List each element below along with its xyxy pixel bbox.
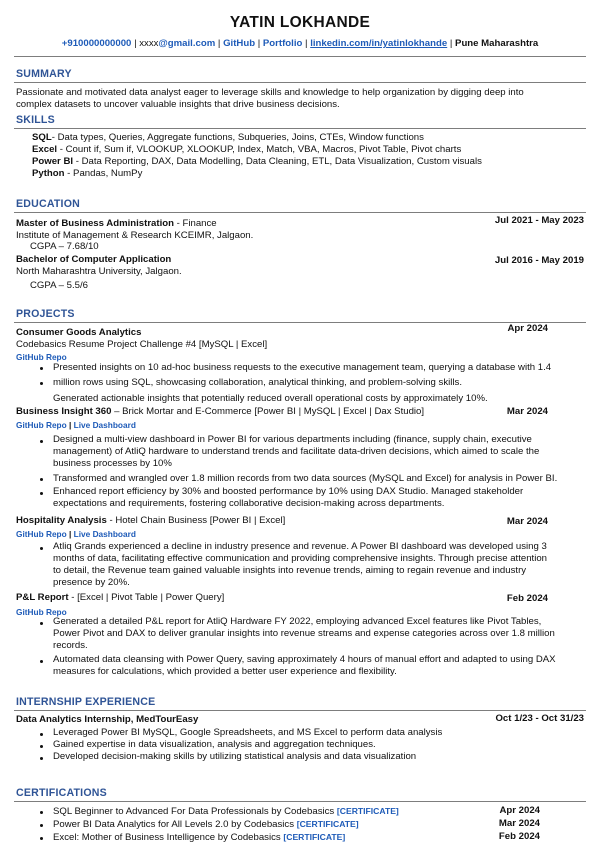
project-name: P&L Report	[16, 592, 69, 603]
project-bullet: Atliq Grands experienced a decline in industry presence and revenue. A Power BI dashboard was developed using 3	[53, 541, 547, 552]
portfolio-link[interactable]: Portfolio	[262, 38, 303, 49]
bullet-icon	[40, 382, 43, 385]
project-links	[16, 529, 136, 539]
project-date: Apr 2024	[507, 323, 548, 334]
separator: |	[257, 38, 261, 49]
bullet-icon	[40, 757, 43, 760]
project-links	[16, 420, 136, 430]
internship-divider	[14, 710, 586, 711]
certification-item	[53, 818, 359, 831]
email-domain: @gmail.com	[158, 38, 216, 49]
summary-heading: SUMMARY	[16, 68, 72, 80]
internship-bullet: Leveraged Power BI MySQL, Google Spreadsheets, and MS Excel to perform data analysis	[53, 727, 443, 738]
summary-divider	[14, 82, 586, 83]
skills-heading: SKILLS	[16, 114, 55, 126]
skill-text: - Count if, Sum if, VLOOKUP, XLOOKUP, Index, Match, VBA, Macros, Pivot Table, Pivot charts	[57, 144, 462, 155]
project-bullet: expectations and requirements, fostering collaborative decision-making across departments.	[53, 498, 445, 509]
project-bullet: Power Pivot and DAX to deliver granular insights into revenue streams and expense categories across over 1.8 million	[53, 628, 555, 639]
bullet-icon	[40, 547, 43, 550]
phone-link[interactable]: +910000000000	[61, 38, 132, 49]
skill-text: - Pandas, NumPy	[64, 168, 143, 179]
education-date: Jul 2016 - May 2019	[494, 255, 584, 266]
project-bullet: Transformed and wrangled over 1.8 million records from two data sources (MySQL and Excel) for analysis in Power BI.	[53, 473, 558, 484]
internship-heading: INTERNSHIP EXPERIENCE	[16, 696, 156, 708]
skills-divider	[14, 128, 586, 129]
project-bullet: Designed a multi-view dashboard in Power BI for various departments including (finance, supply chain, executive	[53, 434, 532, 445]
live-dashboard-link[interactable]: Live Dashboard	[73, 529, 136, 539]
email-display[interactable]	[139, 38, 215, 49]
certifications-heading: CERTIFICATIONS	[16, 787, 107, 799]
contact-line	[0, 38, 600, 49]
github-repo-link[interactable]: GitHub Repo	[16, 607, 67, 617]
project-title: Consumer Goods Analytics	[16, 327, 142, 338]
education-divider	[14, 212, 586, 213]
bullet-icon	[40, 492, 43, 495]
bullet-icon	[40, 837, 43, 840]
education-cgpa: CGPA – 7.68/10	[30, 241, 99, 252]
certificate-link[interactable]: [CERTIFICATE]	[283, 832, 346, 842]
github-repo-link[interactable]: GitHub Repo	[16, 529, 67, 539]
project-bullet: Presented insights on 10 ad-hoc business requests to the executive management team, querying a database with 1.4	[53, 362, 552, 373]
skill-label: Power BI	[32, 156, 74, 167]
separator: |	[217, 38, 221, 49]
education-school: North Maharashtra University, Jalgaon.	[16, 266, 182, 277]
separator: |	[69, 420, 72, 430]
education-cgpa: CGPA – 5.5/6	[30, 280, 88, 291]
project-bullet: measures for calculations, which provided a better user experience and flexibility.	[53, 666, 397, 677]
skill-item	[32, 156, 482, 168]
project-title	[16, 515, 285, 527]
project-title	[16, 592, 224, 604]
certification-item	[53, 805, 399, 818]
project-name: Hospitality Analysis	[16, 515, 107, 526]
github-link[interactable]: GitHub	[223, 38, 256, 49]
project-date: Mar 2024	[506, 406, 548, 417]
certifications-divider	[14, 801, 586, 802]
skill-item	[32, 132, 424, 144]
summary-line: complex datasets to uncover valuable insights that drive business decisions.	[16, 99, 340, 110]
project-bullet: Generated a detailed P&L report for AtliQ Hardware FY 2022, employing advanced Excel features like Pivot Tables,	[53, 616, 542, 627]
project-bullet: million rows using SQL, showcasing collaboration, analytical thinking, and problem-solving skills.	[53, 377, 462, 388]
project-tech: - [Excel | Pivot Table | Power Query]	[68, 592, 225, 603]
github-repo-link[interactable]: GitHub Repo	[16, 352, 67, 362]
separator: |	[69, 529, 72, 539]
certification-text: Excel: Mother of Business Intelligence by Codebasics	[53, 832, 281, 843]
skill-label: Excel	[32, 144, 58, 155]
skill-label: SQL	[32, 132, 52, 143]
project-bullet: presence by 20%.	[53, 577, 130, 588]
certificate-link[interactable]: [CERTIFICATE]	[336, 806, 399, 816]
separator: |	[305, 38, 308, 49]
separator: |	[134, 38, 137, 49]
certificate-link[interactable]: [CERTIFICATE]	[296, 819, 359, 829]
internship-bullet: Developed decision-making skills by utilizing statistical analysis and data visualization	[53, 751, 417, 762]
certification-text: SQL Beginner to Advanced For Data Professionals by Codebasics	[53, 806, 335, 817]
education-date: Jul 2021 - May 2023	[494, 215, 584, 226]
candidate-name: YATIN LOKHANDE	[229, 14, 371, 31]
header-divider	[14, 56, 586, 57]
email-user: xxxx	[139, 38, 159, 49]
project-name: Business Insight 360	[16, 406, 112, 417]
project-date: Feb 2024	[506, 593, 548, 604]
live-dashboard-link[interactable]: Live Dashboard	[73, 420, 136, 430]
bullet-icon	[40, 811, 43, 814]
certification-date: Apr 2024	[499, 805, 540, 816]
project-tech: – Brick Mortar and E-Commerce [Power BI | MySQL | Excel | Dax Studio]	[111, 406, 425, 417]
project-date: Mar 2024	[506, 516, 548, 527]
project-subtitle: Codebasics Resume Project Challenge #4 [MySQL | Excel]	[16, 339, 268, 350]
project-bullet: Enhanced report efficiency by 30% and boosted performance by 10% using DAX Studio. Managed stakeholder	[53, 486, 524, 497]
skill-item	[32, 168, 142, 180]
projects-divider	[14, 322, 586, 323]
internship-title: Data Analytics Internship, MedTourEasy	[16, 714, 199, 725]
bullet-icon	[40, 745, 43, 748]
education-heading: EDUCATION	[16, 198, 80, 210]
bullet-icon	[40, 824, 43, 827]
project-bullet: management) of AtliQ hardware to understand trends and facilitate data-driven decisions, which aimed to scale the	[53, 446, 540, 457]
skill-item	[32, 144, 461, 156]
bullet-icon	[40, 478, 43, 481]
project-bullet: Generated actionable insights that potentially reduced overall operational costs by approximately 10%.	[53, 393, 488, 404]
summary-line: Passionate and motivated data analyst eager to leverage skills and knowledge to help organization by digging deep into	[16, 87, 524, 98]
certification-date: Mar 2024	[498, 818, 540, 829]
github-repo-link[interactable]: GitHub Repo	[16, 420, 67, 430]
project-bullet: months of data, facilitating effective communication and providing comprehensive insights. Through precise attention	[53, 553, 548, 564]
project-bullet: Automated data cleansing with Power Query, saving approximately 4 hours of manual effort and adapted to using DAX	[53, 654, 556, 665]
separator: |	[449, 38, 453, 49]
projects-heading: PROJECTS	[16, 308, 75, 320]
project-bullet: business processes by 10%	[53, 458, 172, 469]
certification-text: Power BI Data Analytics for All Levels 2.0 by Codebasics	[53, 819, 295, 830]
education-school: Institute of Management & Research KCEIMR, Jalgaon.	[16, 230, 254, 241]
education-degree	[16, 218, 217, 230]
bullet-icon	[40, 660, 43, 663]
education-degree: Bachelor of Computer Application	[16, 254, 172, 265]
project-bullet: records.	[53, 640, 88, 651]
degree-name: Master of Business Administration	[16, 218, 174, 229]
bullet-icon	[40, 440, 43, 443]
skill-label: Python	[32, 168, 65, 179]
location: Pune Maharashtra	[455, 38, 539, 49]
linkedin-link[interactable]: linkedin.com/in/yatinlokhande	[310, 38, 448, 49]
project-title	[16, 406, 424, 418]
internship-bullet: Gained expertise in data visualization, analysis and aggregation techniques.	[53, 739, 376, 750]
degree-field: - Finance	[173, 218, 217, 229]
internship-date: Oct 1/23 - Oct 31/23	[495, 713, 584, 724]
bullet-icon	[40, 367, 43, 370]
bullet-icon	[40, 622, 43, 625]
certification-date: Feb 2024	[498, 831, 540, 842]
certification-item	[53, 831, 345, 844]
bullet-icon	[40, 733, 43, 736]
skill-text: - Data Reporting, DAX, Data Modelling, Data Cleaning, ETL, Data Visualization, Custom visuals	[73, 156, 482, 167]
skill-text: - Data types, Queries, Aggregate functions, Subqueries, Joins, CTEs, Window functions	[51, 132, 424, 143]
project-bullet: to detail, the Revenue team gained valuable insights into revenue trends, aiming to regain revenue and industry	[53, 565, 527, 576]
project-tech: - Hotel Chain Business [Power BI | Excel]	[106, 515, 286, 526]
